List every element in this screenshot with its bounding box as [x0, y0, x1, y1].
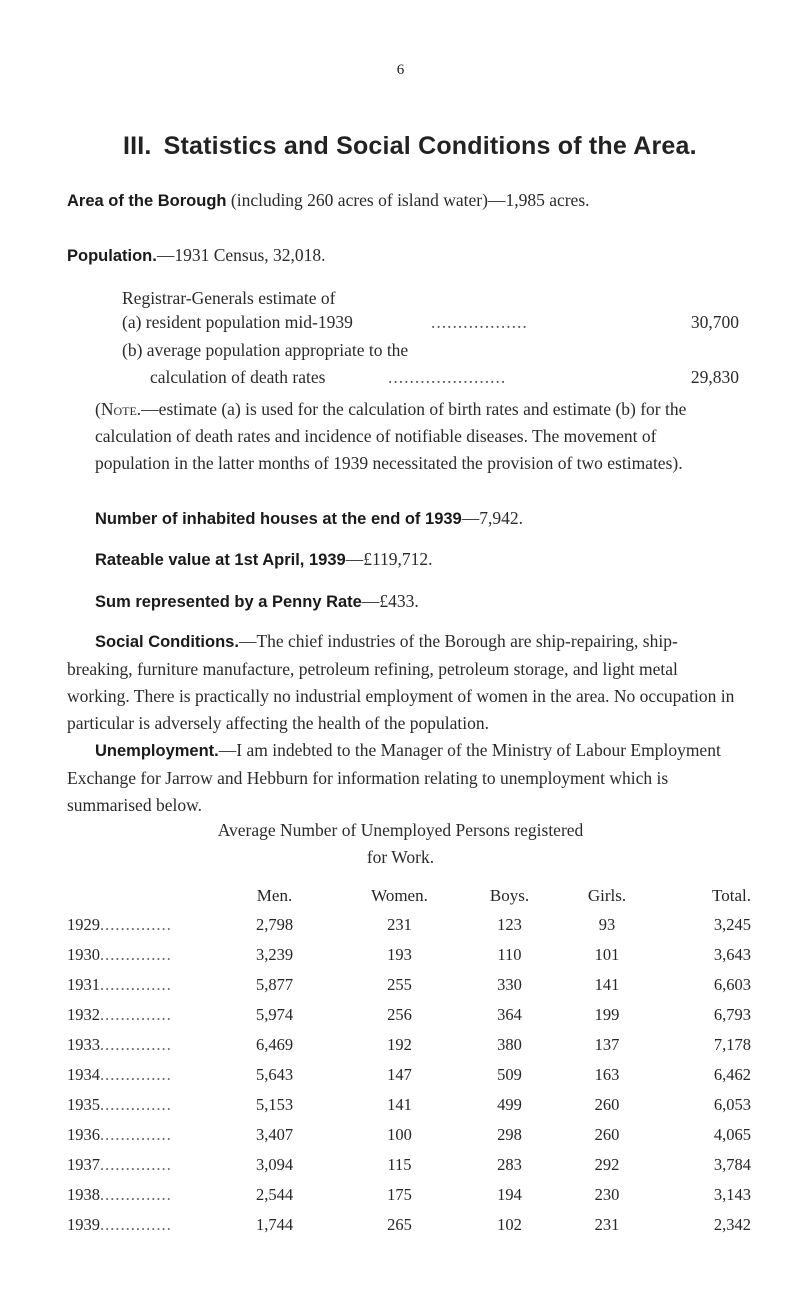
social-paragraph — [67, 628, 737, 737]
houses-text: —7,942. — [461, 508, 523, 528]
cell-year: 1939.............. — [67, 1215, 172, 1234]
cell-girls: 292 — [594, 1155, 620, 1174]
page-number: 6 — [396, 62, 405, 78]
cell-year: 1934.............. — [67, 1065, 172, 1084]
cell-women: 255 — [387, 975, 412, 994]
houses-paragraph — [95, 505, 765, 533]
unemployment-text: —I am indebted to the Manager of the Ministry of Labour Employment Exchange for Jarrow and Hebburn for information relating to unemployment which is summarised below. — [67, 740, 721, 815]
cell-girls: 231 — [594, 1215, 620, 1234]
cell-men: 3,407 — [255, 1125, 294, 1144]
cell-men: 2,544 — [255, 1185, 294, 1204]
year-leader: .............. — [100, 1155, 172, 1174]
cell-women: 231 — [387, 915, 412, 934]
table-row — [67, 1180, 757, 1210]
year-leader: .............. — [100, 1185, 172, 1204]
cell-men: 5,153 — [255, 1095, 294, 1114]
population-paragraph — [67, 242, 737, 270]
cell-men: 6,469 — [255, 1035, 294, 1054]
rateable-text: —£119,712. — [345, 549, 433, 569]
estimate-b-line2: calculation of death rates — [150, 367, 326, 387]
cell-year: 1930.............. — [67, 945, 172, 964]
year-leader: .............. — [100, 1035, 172, 1054]
cell-total: 6,053 — [713, 1095, 751, 1114]
cell-boys: 509 — [497, 1065, 522, 1084]
cell-girls: 163 — [594, 1065, 620, 1084]
cell-year: 1931.............. — [67, 975, 172, 994]
cell-total: 3,245 — [713, 915, 751, 934]
cell-boys: 364 — [497, 1005, 522, 1024]
header-year — [67, 882, 212, 910]
table-row — [67, 1060, 757, 1090]
cell-year: 1929.............. — [67, 915, 172, 934]
table-row — [67, 970, 757, 1000]
cell-year: 1936.............. — [67, 1125, 172, 1144]
area-text: (including 260 acres of island water)—1,985 acres. — [230, 190, 590, 210]
penny-label: Sum represented by a Penny Rate — [95, 593, 362, 611]
rateable-label: Rateable value at 1st April, 1939 — [95, 551, 346, 569]
cell-men: 1,744 — [255, 1215, 294, 1234]
table-title-line1: Average Number of Unemployed Persons registered — [217, 820, 584, 840]
cell-men: 3,094 — [255, 1155, 294, 1174]
cell-girls: 93 — [598, 915, 616, 934]
unemployment-paragraph — [67, 737, 737, 819]
estimate-b-value: 29,830 — [690, 367, 739, 387]
cell-year: 1932.............. — [67, 1005, 172, 1024]
cell-boys: 110 — [497, 945, 522, 964]
cell-men: 2,798 — [255, 915, 294, 934]
cell-boys: 499 — [497, 1095, 522, 1114]
unemployment-table — [67, 882, 757, 1240]
cell-total: 3,784 — [713, 1155, 751, 1174]
header-women: Women. — [371, 886, 428, 905]
cell-total: 6,462 — [713, 1065, 751, 1084]
table-row — [67, 1150, 757, 1180]
area-paragraph — [67, 187, 737, 215]
cell-women: 265 — [387, 1215, 412, 1234]
estimate-b-line1: (b) average population appropriate to the — [122, 340, 409, 360]
cell-boys: 123 — [497, 915, 522, 934]
note-text: —estimate (a) is used for the calculation of birth rates and estimate (b) for the calculation of death rates and incidence of notifiable diseases. The movement of population in the latter months of 1939 necessitated the provision of two estimates). — [95, 399, 687, 473]
cell-year: 1938.............. — [67, 1185, 172, 1204]
estimate-intro: Registrar-Generals estimate of — [122, 288, 336, 308]
rateable-paragraph — [95, 546, 765, 574]
note-prefix: ( — [95, 399, 101, 419]
estimate-a-value: 30,700 — [690, 312, 739, 332]
cell-women: 147 — [387, 1065, 412, 1084]
cell-total: 3,143 — [713, 1185, 751, 1204]
estimate-a-leader: .................. — [431, 312, 528, 332]
cell-boys: 330 — [497, 975, 522, 994]
cell-girls: 260 — [594, 1095, 620, 1114]
cell-total: 3,643 — [713, 945, 751, 964]
cell-women: 100 — [387, 1125, 412, 1144]
penny-text: —£433. — [361, 591, 419, 611]
section-heading — [123, 132, 783, 161]
cell-men: 5,877 — [255, 975, 294, 994]
cell-women: 141 — [387, 1095, 412, 1114]
cell-men: 5,974 — [255, 1005, 294, 1024]
cell-year: 1933.............. — [67, 1035, 172, 1054]
cell-men: 5,643 — [255, 1065, 294, 1084]
section-title: Statistics and Social Conditions of the Area. — [163, 132, 697, 160]
cell-total: 4,065 — [713, 1125, 751, 1144]
header-girls: Girls. — [587, 886, 627, 905]
penny-paragraph — [95, 588, 765, 616]
cell-boys: 194 — [497, 1185, 522, 1204]
cell-men: 3,239 — [255, 945, 294, 964]
area-label: Area of the Borough — [67, 192, 227, 210]
table-body — [67, 910, 757, 1240]
estimate-a-label: (a) resident population mid-1939 — [122, 312, 353, 332]
cell-girls: 199 — [594, 1005, 620, 1024]
note-label: Note. — [100, 399, 142, 419]
year-leader: .............. — [100, 1125, 172, 1144]
cell-year: 1937.............. — [67, 1155, 172, 1174]
header-boys: Boys. — [489, 886, 530, 905]
cell-girls: 101 — [594, 945, 620, 964]
cell-girls: 260 — [594, 1125, 620, 1144]
year-leader: .............. — [100, 1215, 172, 1234]
cell-total: 6,603 — [713, 975, 751, 994]
houses-label: Number of inhabited houses at the end of 1939 — [95, 510, 462, 528]
cell-women: 175 — [387, 1185, 412, 1204]
table-row — [67, 940, 757, 970]
cell-total: 6,793 — [713, 1005, 751, 1024]
table-row — [67, 1210, 757, 1240]
cell-boys: 283 — [497, 1155, 522, 1174]
population-census: —1931 Census, 32,018. — [156, 245, 326, 265]
estimate-b-leader: ...................... — [388, 367, 507, 387]
table-title-line2: for Work. — [366, 847, 435, 867]
cell-year: 1935.............. — [67, 1095, 172, 1114]
cell-total: 7,178 — [713, 1035, 751, 1054]
social-label: Social Conditions. — [95, 633, 239, 651]
year-leader: .............. — [100, 1095, 172, 1114]
year-leader: .............. — [100, 975, 172, 994]
cell-boys: 298 — [497, 1125, 522, 1144]
unemployment-label: Unemployment. — [95, 742, 219, 760]
cell-girls: 141 — [594, 975, 620, 994]
cell-women: 192 — [387, 1035, 412, 1054]
cell-women: 193 — [387, 945, 412, 964]
table-header-row — [67, 882, 757, 910]
year-leader: .............. — [100, 915, 172, 934]
cell-boys: 102 — [497, 1215, 522, 1234]
population-label: Population. — [67, 247, 157, 265]
table-row — [67, 1090, 757, 1120]
cell-girls: 137 — [594, 1035, 620, 1054]
year-leader: .............. — [100, 1065, 172, 1084]
table-row — [67, 910, 757, 940]
cell-women: 115 — [387, 1155, 412, 1174]
social-text: —The chief industries of the Borough are ship-repairing, ship-breaking, furniture manufacture, petroleum refining, petroleum storage, and light metal working. There is practically no industrial employment of women in the area. No occupation in particular is adversely affecting the health of the population. — [67, 631, 735, 733]
cell-women: 256 — [387, 1005, 412, 1024]
cell-girls: 230 — [594, 1185, 620, 1204]
table-row — [67, 1030, 757, 1060]
cell-total: 2,342 — [713, 1215, 751, 1234]
table-row — [67, 1120, 757, 1150]
header-total: Total. — [712, 886, 751, 905]
year-leader: .............. — [100, 945, 172, 964]
header-men: Men. — [256, 886, 293, 905]
cell-boys: 380 — [497, 1035, 522, 1054]
year-leader: .............. — [100, 1005, 172, 1024]
note-paragraph — [95, 396, 735, 477]
table-row — [67, 1000, 757, 1030]
section-numeral: III. — [123, 132, 152, 160]
